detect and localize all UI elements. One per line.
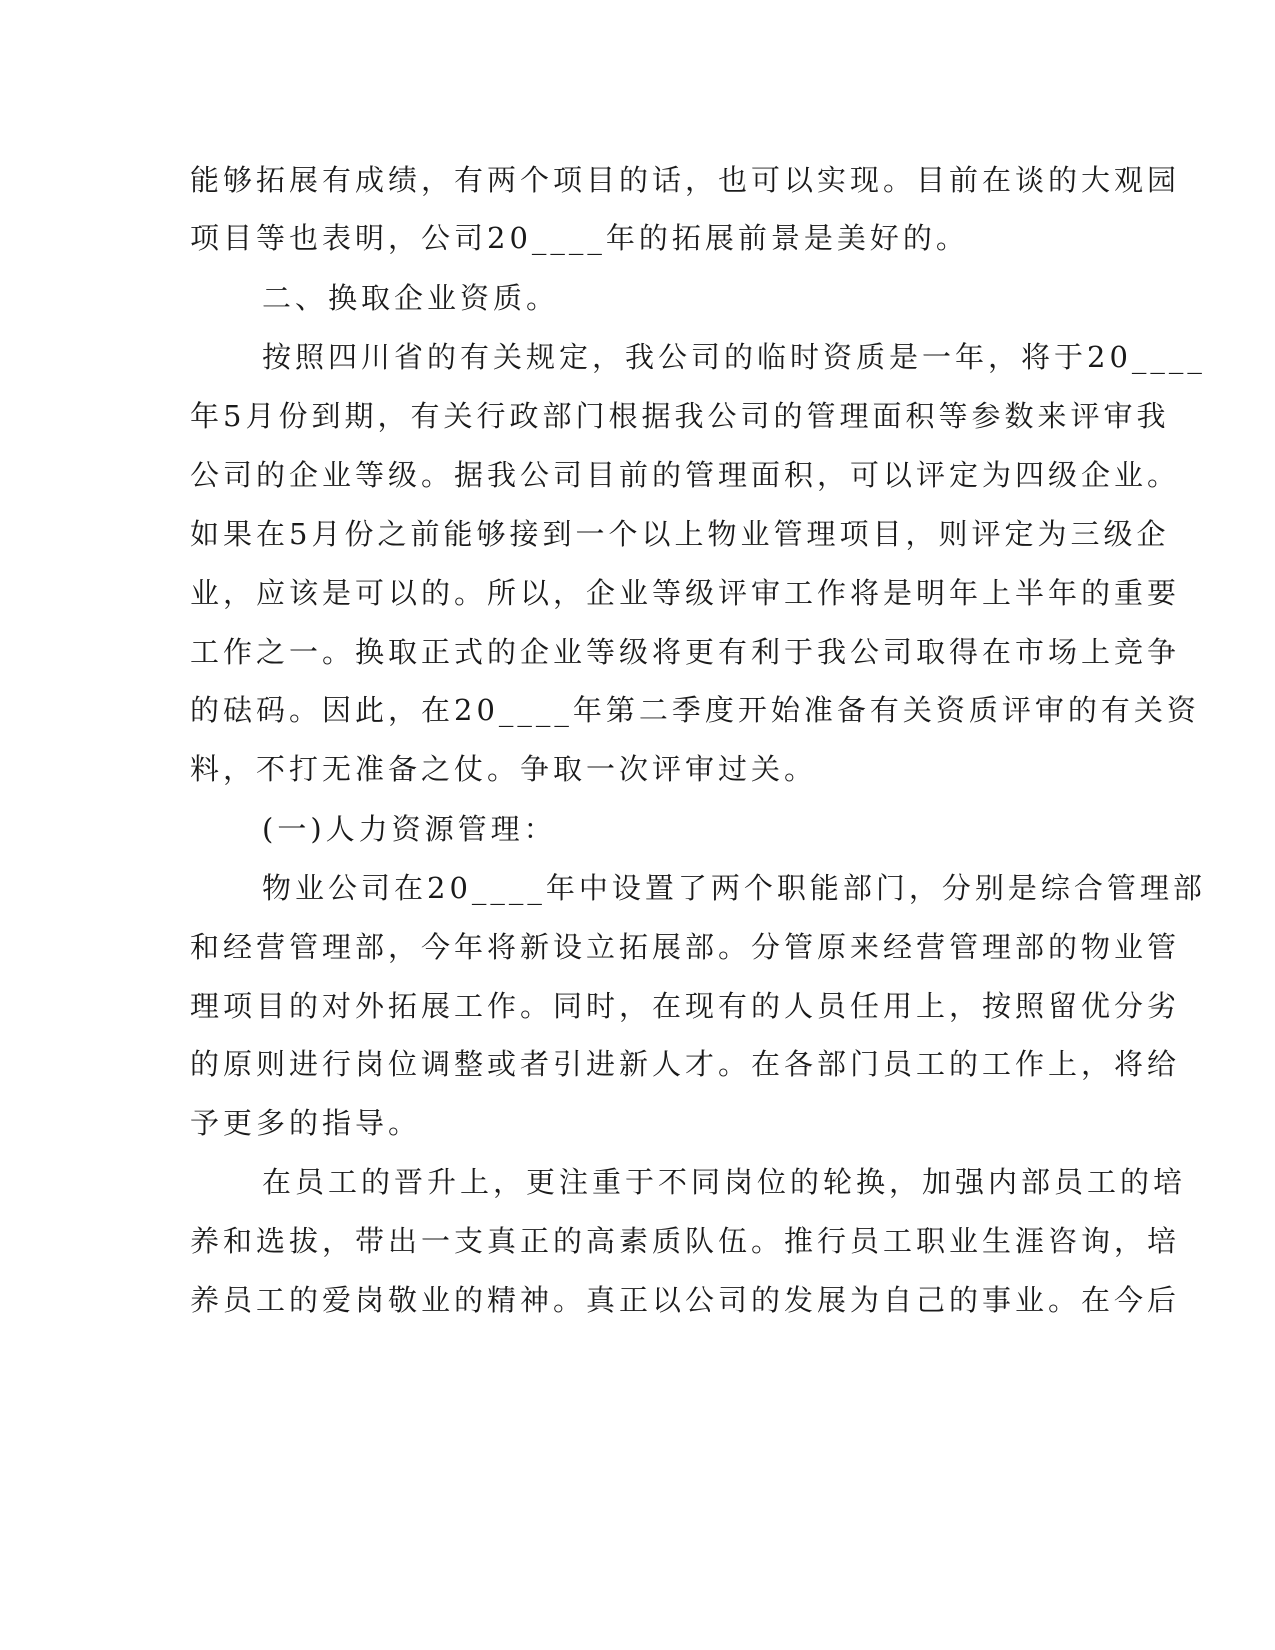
text-line: 养员工的爱岗敬业的精神。真正以公司的发展为自己的事业。在今后: [190, 1283, 1181, 1317]
text-line: 工作之一。换取正式的企业等级将更有利于我公司取得在市场上竞争: [190, 635, 1181, 669]
text-line: 的原则进行岗位调整或者引进新人才。在各部门员工的工作上，将给: [190, 1047, 1181, 1081]
text-line: 能够拓展有成绩，有两个项目的话，也可以实现。目前在谈的大观园: [190, 163, 1181, 197]
text-line: 予更多的指导。: [190, 1106, 422, 1140]
text-line: 业，应该是可以的。所以，企业等级评审工作将是明年上半年的重要: [190, 576, 1181, 610]
text-line: 理项目的对外拓展工作。同时，在现有的人员任用上，按照留优分劣: [190, 989, 1181, 1023]
text-line: 在员工的晋升上，更注重于不同岗位的轮换，加强内部员工的培: [262, 1165, 1187, 1199]
text-line: 按照四川省的有关规定，我公司的临时资质是一年，将于20____: [262, 340, 1206, 374]
text-line: 物业公司在20____年中设置了两个职能部门，分别是综合管理部: [262, 871, 1206, 905]
text-line: 如果在5月份之前能够接到一个以上物业管理项目，则评定为三级企: [190, 517, 1170, 551]
text-line: 料，不打无准备之仗。争取一次评审过关。: [190, 752, 818, 786]
text-line: 的砝码。因此，在20____年第二季度开始准备有关资质评审的有关资: [190, 693, 1200, 727]
text-line: 年5月份到期，有关行政部门根据我公司的管理面积等参数来评审我: [190, 399, 1170, 433]
text-line: 项目等也表明，公司20____年的拓展前景是美好的。: [190, 221, 969, 255]
text-line: 养和选拔，带出一支真正的高素质队伍。推行员工职业生涯咨询，培: [190, 1224, 1181, 1258]
subsection-heading: (一)人力资源管理：: [262, 812, 557, 846]
text-line: 和经营管理部，今年将新设立拓展部。分管原来经营管理部的物业管: [190, 930, 1181, 964]
text-line: 公司的企业等级。据我公司目前的管理面积，可以评定为四级企业。: [190, 458, 1181, 492]
section-heading: 二、换取企业资质。: [262, 281, 560, 315]
